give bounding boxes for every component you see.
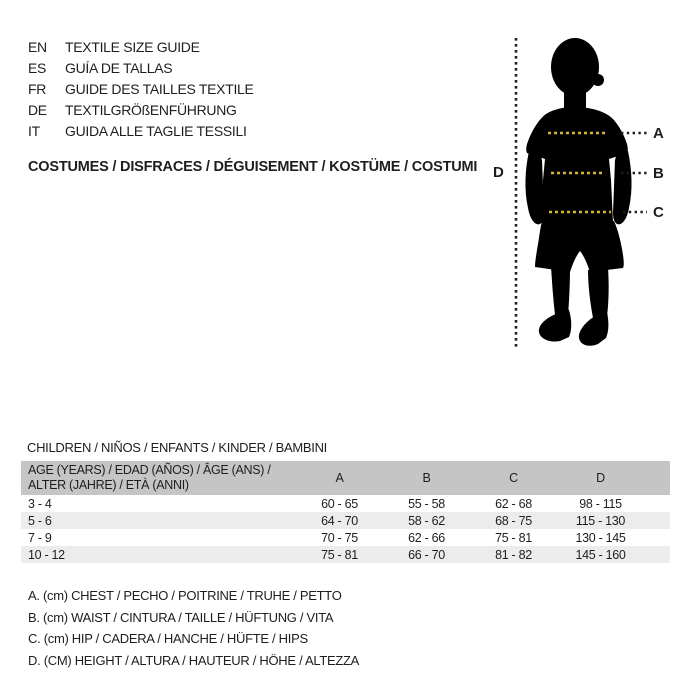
measurement-figure — [480, 20, 700, 360]
size-table — [21, 461, 670, 563]
silhouette-head — [551, 38, 599, 96]
marker-label-c: C — [653, 204, 664, 221]
measurement-legend — [28, 585, 359, 671]
marker-label-a: A — [653, 125, 664, 142]
language-label: TEXTILE SIZE GUIDE — [65, 38, 200, 55]
height-cell: 130 - 145 — [575, 530, 626, 545]
marker-label-b: B — [653, 165, 664, 182]
marker-label-d: D — [493, 164, 504, 181]
chest-cell: 64 - 70 — [321, 513, 358, 528]
height-cell: 145 - 160 — [575, 547, 626, 562]
legend-item-hip: C. (cm) HIP / CADERA / HANCHE / HÜFTE / HIPS — [28, 631, 308, 647]
waist-cell: 62 - 66 — [408, 530, 445, 545]
age-cell: 5 - 6 — [28, 513, 52, 528]
language-row-en — [28, 36, 254, 57]
waist-cell: 55 - 58 — [408, 496, 445, 511]
age-cell: 7 - 9 — [28, 530, 52, 545]
column-header-b: B — [422, 471, 431, 485]
language-row-fr — [28, 78, 254, 99]
chest-cell: 60 - 65 — [321, 496, 358, 511]
legend-item-chest: A. (cm) CHEST / PECHO / POITRINE / TRUHE / PETTO — [28, 588, 342, 604]
measurement-figure-svg — [480, 20, 700, 360]
language-label: GUIDE DES TAILLES TEXTILE — [65, 80, 254, 97]
hip-cell: 81 - 82 — [495, 547, 532, 562]
waist-cell: 66 - 70 — [408, 547, 445, 562]
age-cell: 10 - 12 — [28, 547, 65, 562]
table-row — [21, 546, 670, 563]
column-header-a: A — [335, 471, 344, 485]
language-list — [28, 36, 254, 141]
language-label: GUÍA DE TALLAS — [65, 59, 173, 76]
language-code: ES — [28, 59, 47, 76]
height-cell: 98 - 115 — [579, 496, 622, 511]
chest-cell: 70 - 75 — [321, 530, 358, 545]
age-header-line1: AGE (YEARS) / EDAD (AÑOS) / ÂGE (ANS) / — [28, 463, 271, 477]
child-silhouette — [525, 38, 631, 346]
column-header-d: D — [596, 471, 605, 485]
language-label: TEXTILGRÖßENFÜHRUNG — [65, 101, 237, 118]
silhouette-left-leg — [551, 266, 570, 316]
silhouette-ear — [592, 74, 604, 86]
column-header-c: C — [509, 471, 518, 485]
age-cell: 3 - 4 — [28, 496, 52, 511]
age-header-line2: ALTER (JAHRE) / ETÀ (ANNI) — [28, 478, 189, 492]
silhouette-right-leg — [588, 267, 609, 318]
language-code: FR — [28, 80, 47, 97]
legend-item-waist: B. (cm) WAIST / CINTURA / TAILLE / HÜFTUNG / VITA — [28, 609, 334, 625]
language-code: IT — [28, 122, 40, 139]
silhouette-left-arm — [525, 151, 544, 224]
hip-cell: 68 - 75 — [495, 513, 532, 528]
chest-cell: 75 - 81 — [321, 547, 358, 562]
table-row — [21, 495, 670, 512]
hip-cell: 75 - 81 — [495, 530, 532, 545]
language-code: EN — [28, 38, 47, 55]
silhouette-right-arm — [613, 151, 632, 224]
waist-cell: 58 - 62 — [408, 513, 445, 528]
height-cell: 115 - 130 — [575, 513, 626, 528]
age-column-header — [21, 463, 296, 493]
language-code: DE — [28, 101, 47, 118]
category-heading: COSTUMES / DISFRACES / DÉGUISEMENT / KOSTÜME / COSTUMI — [28, 159, 478, 175]
size-table-header-row — [21, 461, 670, 495]
language-row-it — [28, 120, 254, 141]
language-row-es — [28, 57, 254, 78]
hip-cell: 62 - 68 — [495, 496, 532, 511]
table-row — [21, 529, 670, 546]
legend-item-height: D. (CM) HEIGHT / ALTURA / HAUTEUR / HÖHE / ALTEZZA — [28, 652, 359, 668]
silhouette-shorts — [535, 221, 624, 272]
table-row — [21, 512, 670, 529]
size-chart-title: CHILDREN / NIÑOS / ENFANTS / KINDER / BAMBINI — [27, 440, 327, 455]
language-row-de — [28, 99, 254, 120]
language-label: GUIDA ALLE TAGLIE TESSILI — [65, 122, 247, 139]
